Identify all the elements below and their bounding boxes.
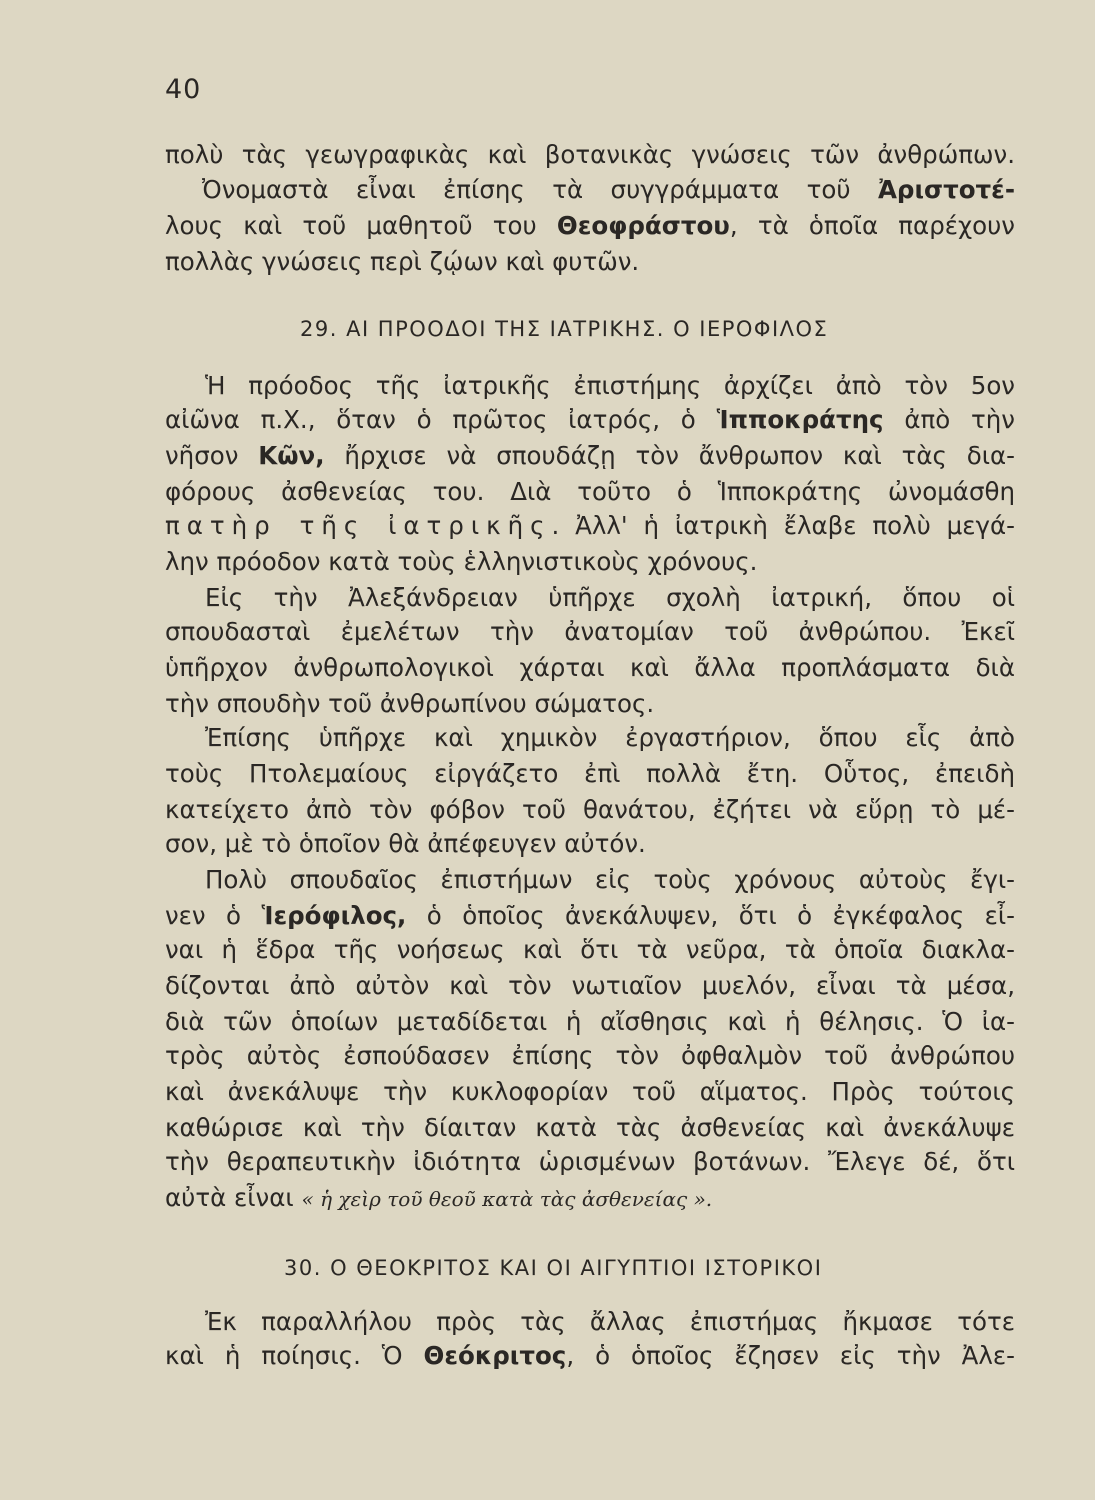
page-number: 40 xyxy=(165,74,202,105)
text-line: πολλὰς γνώσεις περὶ ζῴων καὶ φυτῶν. xyxy=(165,247,640,276)
text-line: αὐτὰ εἶναι « ἡ χεὶρ τοῦ θεοῦ κατὰ τὰς ἀσθενείας ». xyxy=(165,1183,713,1212)
text-line: τὴν θεραπευτικὴν ἰδιότητα ὡρισμένων βοτάνων. Ἔλεγε δέ, ὅτι xyxy=(165,1147,1015,1176)
text-line: σπουδασταὶ ἐμελέτων τὴν ἀνατομίαν τοῦ ἀνθρώπου. Ἐκεῖ xyxy=(165,617,1015,646)
quotation: « ἡ χεὶρ τοῦ θεοῦ κατὰ τὰς ἀσθενείας ». xyxy=(301,1187,713,1211)
text-line: κατείχετο ἀπὸ τὸν φόβον τοῦ θανάτου, ἐζήτει νὰ εὕρῃ τὸ μέ- xyxy=(165,795,1015,824)
text-line: διὰ τῶν ὁποίων μεταδίδεται ἡ αἴσθησις καὶ ἡ θέλησις. Ὁ ἰα- xyxy=(165,1007,1015,1036)
text-line: τὴν σπουδὴν τοῦ ἀνθρωπίνου σώματος. xyxy=(165,689,655,718)
text-line: Ἐπίσης ὑπῆρχε καὶ χημικὸν ἐργαστήριον, ὅπου εἷς ἀπὸ xyxy=(205,723,1015,752)
text-line: λους καὶ τοῦ μαθητοῦ του Θεοφράστου, τὰ ὁποῖα παρέχουν xyxy=(165,211,1015,240)
text-line: ναι ἡ ἕδρα τῆς νοήσεως καὶ ὅτι τὰ νεῦρα, τὰ ὁποῖα διακλα- xyxy=(165,935,1015,964)
name-theocritus: Θεόκριτος xyxy=(423,1341,567,1370)
text-line: σον, μὲ τὸ ὁποῖον θὰ ἀπέφευγεν αὐτόν. xyxy=(165,829,646,858)
text-line: Ἡ πρόοδος τῆς ἰατρικῆς ἐπιστήμης ἀρχίζει ἀπὸ τὸν 5ον xyxy=(205,371,1015,400)
text-line: Ὀνομαστὰ εἶναι ἐπίσης τὰ συγγράμματα τοῦ Ἀριστοτέ- xyxy=(202,175,1015,204)
text-line: καὶ ἡ ποίησις. Ὁ Θεόκριτος, ὁ ὁποῖος ἔζησεν εἰς τὴν Ἀλε- xyxy=(165,1341,1015,1370)
text-line: πατὴρ τῆς ἰατρικῆς. Ἀλλ' ἡ ἰατρικὴ ἔλαβε πολὺ μεγά- xyxy=(165,511,1015,540)
text-line: ὑπῆρχον ἀνθρωπολογικοὶ χάρται καὶ ἄλλα προπλάσματα διὰ xyxy=(165,653,1015,682)
text-line: τοὺς Πτολεμαίους εἰργάζετο ἐπὶ πολλὰ ἔτη. Οὗτος, ἐπειδὴ xyxy=(165,759,1015,788)
text-line: Εἰς τὴν Ἀλεξάνδρειαν ὑπῆρχε σχολὴ ἰατρική, ὅπου οἱ xyxy=(205,583,1015,612)
name-hippocrates: Ἱπποκράτης xyxy=(716,405,884,434)
text-line: καὶ ἀνεκάλυψε τὴν κυκλοφορίαν τοῦ αἵματος. Πρὸς τούτοις xyxy=(165,1077,1015,1106)
text-line: Ἐκ παραλλήλου πρὸς τὰς ἄλλας ἐπιστήμας ἤκμασε τότε xyxy=(205,1307,1015,1336)
text-line: δίζονται ἀπὸ αὐτὸν καὶ τὸν νωτιαῖον μυελόν, εἶναι τὰ μέσα, xyxy=(165,971,1015,1000)
text-line: πολὺ τὰς γεωγραφικὰς καὶ βοτανικὰς γνώσεις τῶν ἀνθρώπων. xyxy=(165,140,1015,169)
text-line: Πολὺ σπουδαῖος ἐπιστήμων εἰς τοὺς χρόνους αὐτοὺς ἔγι- xyxy=(205,865,1015,894)
name-theophrastus: Θεοφράστου xyxy=(556,211,730,240)
name-herophilus: Ἱερόφιλος, xyxy=(261,901,407,930)
text-line: φόρους ἀσθενείας του. Διὰ τοῦτο ὁ Ἱπποκράτης ὠνομάσθη xyxy=(165,477,1015,506)
text-line: τρὸς αὐτὸς ἐσπούδασεν ἐπίσης τὸν ὀφθαλμὸν τοῦ ἀνθρώπου xyxy=(165,1041,1015,1070)
name-kos: Κῶν, xyxy=(258,441,325,470)
text-line: νεν ὁ Ἱερόφιλος, ὁ ὁποῖος ἀνεκάλυψεν, ὅτι ὁ ἐγκέφαλος εἶ- xyxy=(165,901,1015,930)
spaced-phrase: πατὴρ τῆς ἰατρικῆς xyxy=(165,511,552,540)
section-heading-29: 29. ΑΙ ΠΡΟΟΔΟΙ ΤΗΣ ΙΑΤΡΙΚΗΣ. Ο ΙΕΡΟΦΙΛΟΣ xyxy=(300,317,829,341)
text-line: αἰῶνα π.Χ., ὅταν ὁ πρῶτος ἰατρός, ὁ Ἱπποκράτης ἀπὸ τὴν xyxy=(165,405,1015,434)
name-aristotle: Ἀριστοτέ- xyxy=(877,175,1015,204)
text-line: καθώρισε καὶ τὴν δίαιταν κατὰ τὰς ἀσθενείας καὶ ἀνεκάλυψε xyxy=(165,1113,1015,1142)
section-heading-30: 30. Ο ΘΕΟΚΡΙΤΟΣ ΚΑΙ ΟΙ ΑΙΓΥΠΤΙΟΙ ΙΣΤΟΡΙΚΟΙ xyxy=(284,1256,823,1280)
text-line: λην πρόοδον κατὰ τοὺς ἑλληνιστικοὺς χρόνους. xyxy=(165,547,758,576)
text-line: νῆσον Κῶν, ἤρχισε νὰ σπουδάζῃ τὸν ἄνθρωπον καὶ τὰς δια- xyxy=(165,441,1015,470)
